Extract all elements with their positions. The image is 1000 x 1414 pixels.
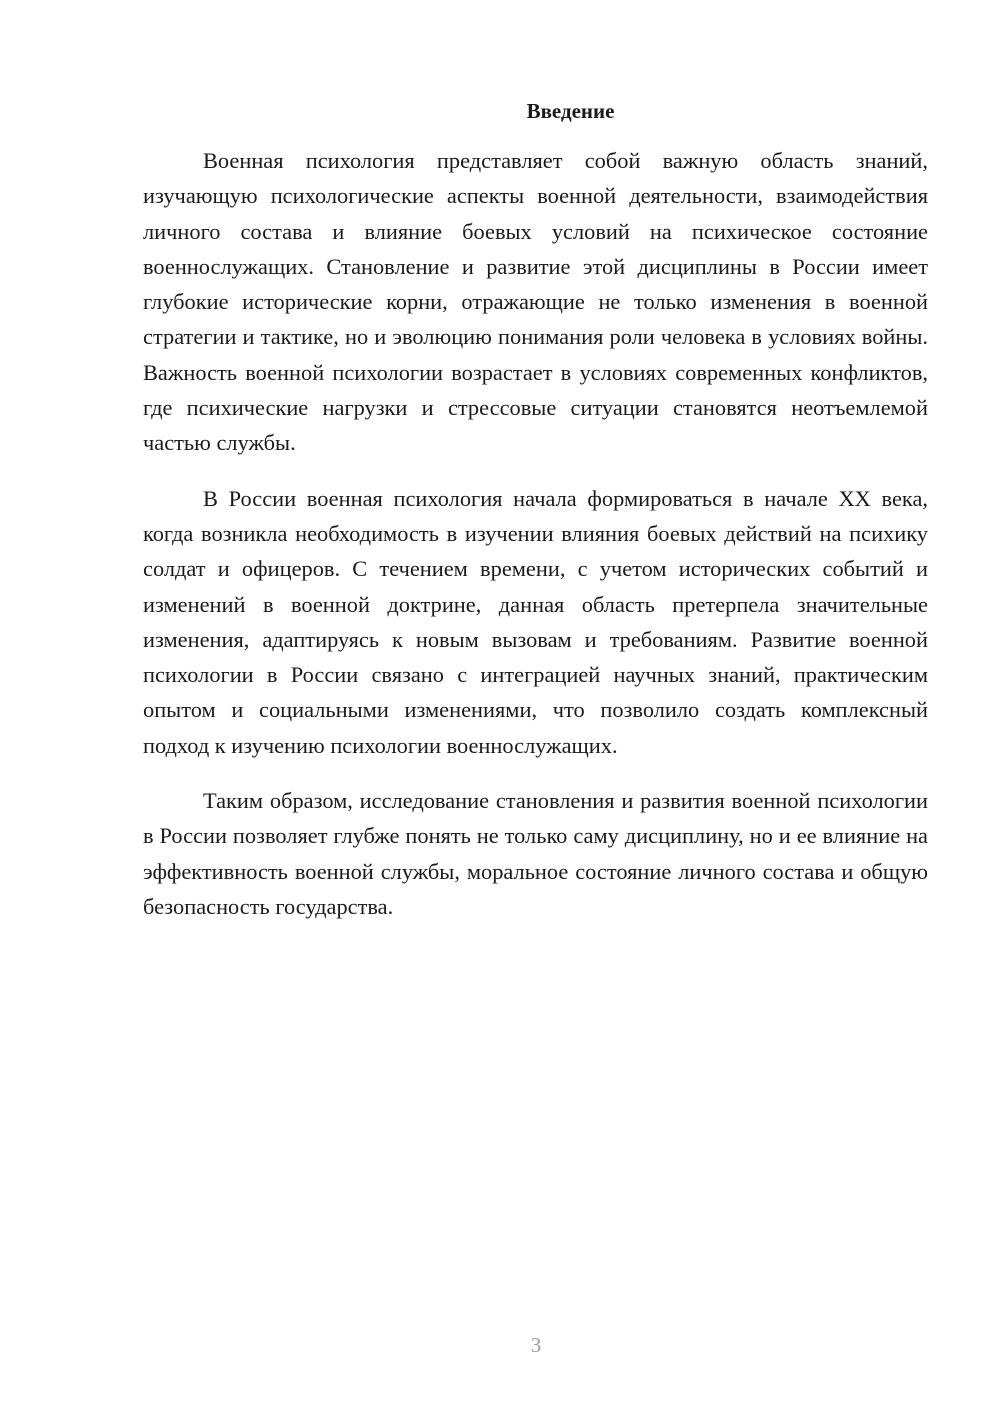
paragraph-2: В России военная психология начала формироваться в начале XX века, когда возникла необходимость в изучении влияния боевых действий на психику солдат и офицеров. С течением времени, с учетом исторических событий и изменений в военной доктрине, данная область претерпела значительные изменения, адаптируясь к новым вызовам и требованиям. Развитие военной психологии в России связано с интеграцией научных знаний, практическим опытом и социальными изменениями, что позволило создать комплексный подход к изучению психологии военнослужащих. — [143, 485, 928, 758]
document-body — [143, 143, 928, 944]
page-title: Введение — [526, 99, 615, 123]
paragraph-1: Военная психология представляет собой важную область знаний, изучающую психологические аспекты военной деятельности, взаимодействия личного состава и влияние боевых условий на психическое состояние военнослужащих. Становление и развитие этой дисциплины в России имеет глубокие исторические корни, отражающие не только изменения в военной стратегии и тактике, но и эволюцию понимания роли человека в условиях войны. Важность военной психологии возрастает в условиях современных конфликтов, где психические нагрузки и стрессовые ситуации становятся неотъемлемой частью службы. — [143, 148, 928, 456]
page-number: 3 — [530, 1333, 542, 1357]
paragraph-3: Таким образом, исследование становления и развития военной психологии в России позволяет глубже понять не только саму дисциплину, но и ее влияние на эффективность военной службы, моральное состояние личного состава и общую безопасность государства. — [143, 788, 928, 919]
